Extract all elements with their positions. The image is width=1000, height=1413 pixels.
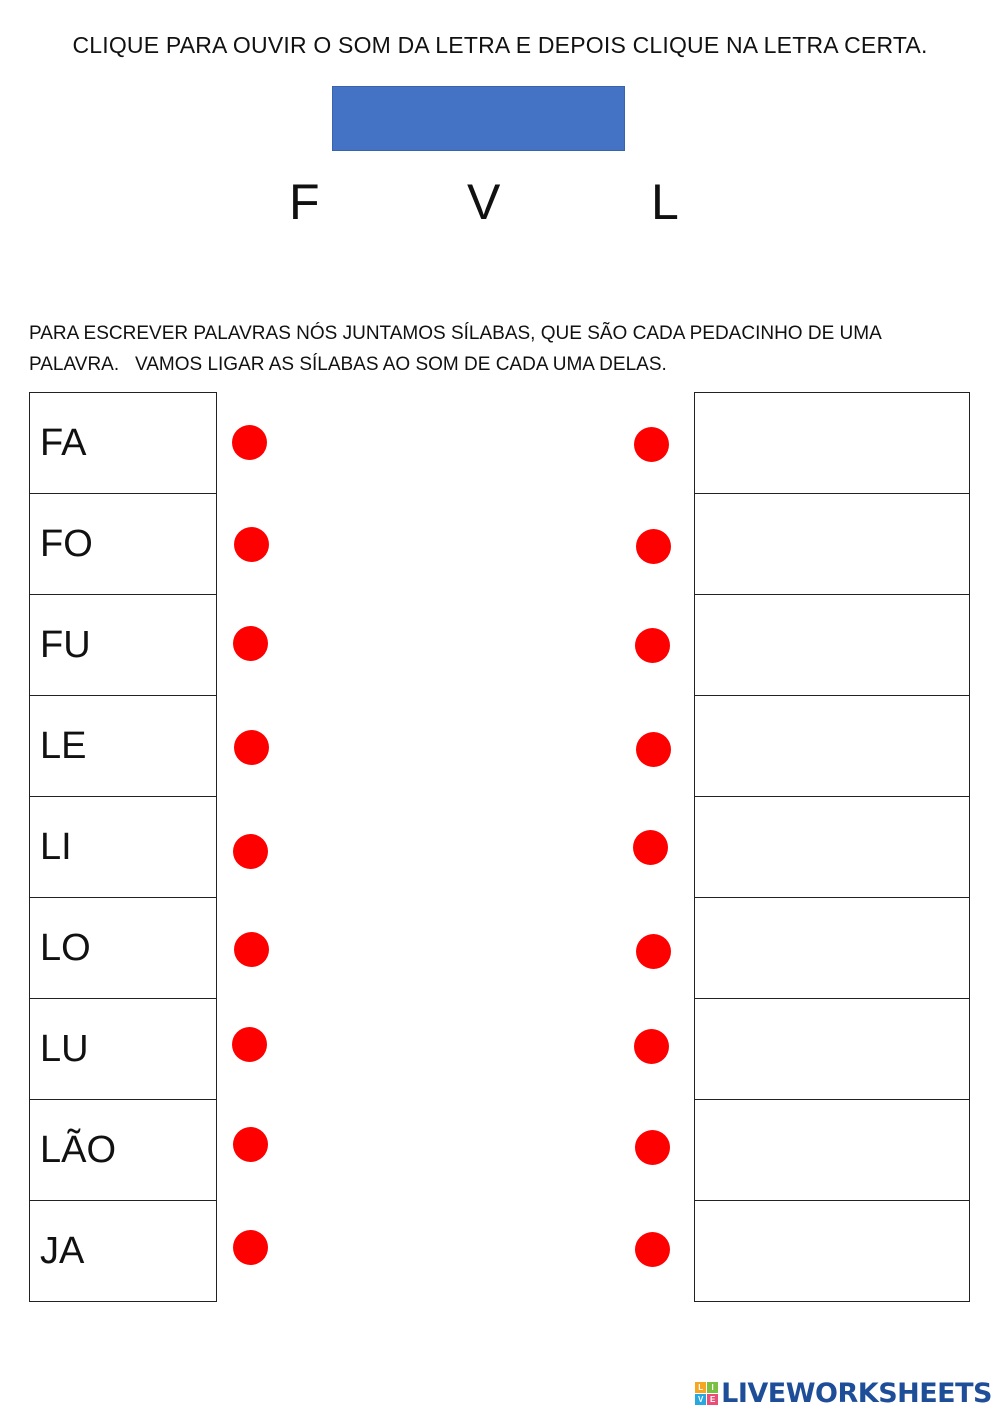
liveworksheets-logo-icon [695,1382,718,1405]
answer-box[interactable] [694,897,970,998]
logo-mark-e: E [707,1394,718,1405]
logo-mark-l: L [695,1382,706,1393]
liveworksheets-logo [695,1376,992,1410]
right-match-dot[interactable] [636,529,671,564]
left-match-dot[interactable] [234,730,269,765]
left-match-dot[interactable] [234,527,269,562]
letter-option-v[interactable]: V [467,174,501,230]
answer-column [694,392,970,1302]
right-match-dot[interactable] [634,427,669,462]
left-match-dot[interactable] [232,1027,267,1062]
logo-mark-v: V [695,1394,706,1405]
answer-box[interactable] [694,1099,970,1200]
answer-box[interactable] [694,594,970,695]
right-match-dot[interactable] [635,1130,670,1165]
left-match-dot[interactable] [233,1230,268,1265]
right-match-dot[interactable] [633,830,668,865]
syllable-cell: LÃO [29,1099,217,1200]
syllable-cell: FU [29,594,217,695]
answer-box[interactable] [694,1200,970,1302]
right-match-dot[interactable] [635,1232,670,1267]
syllable-cell: LI [29,796,217,897]
logo-text: LIVEWORKSHEETS [721,1377,992,1409]
syllable-cell: JA [29,1200,217,1302]
letter-option-f[interactable]: F [289,174,320,230]
syllable-cell: FO [29,493,217,594]
left-match-dot[interactable] [233,834,268,869]
answer-box[interactable] [694,493,970,594]
syllable-cell: LE [29,695,217,796]
syllable-column [29,392,217,1302]
right-match-dot[interactable] [636,732,671,767]
answer-box[interactable] [694,796,970,897]
right-match-dot[interactable] [636,934,671,969]
syllable-cell: FA [29,392,217,493]
left-match-dot[interactable] [233,626,268,661]
syllable-cell: LO [29,897,217,998]
right-match-dot[interactable] [635,628,670,663]
play-sound-button[interactable] [332,86,625,151]
answer-box[interactable] [694,392,970,493]
right-match-dot[interactable] [634,1029,669,1064]
listen-instruction: CLIQUE PARA OUVIR O SOM DA LETRA E DEPOIS CLIQUE NA LETRA CERTA. [72,32,928,58]
syllable-cell: LU [29,998,217,1099]
left-match-dot[interactable] [234,932,269,967]
left-match-dot[interactable] [232,425,267,460]
logo-mark-i: I [707,1382,718,1393]
answer-box[interactable] [694,998,970,1099]
answer-box[interactable] [694,695,970,796]
syllable-instruction: PARA ESCREVER PALAVRAS NÓS JUNTAMOS SÍLABAS, QUE SÃO CADA PEDACINHO DE UMA PALAVRA. VAMOS LIGAR AS SÍLABAS AO SOM DE CADA UMA DELAS. [29,323,886,375]
left-match-dot[interactable] [233,1127,268,1162]
letter-option-l[interactable]: L [651,174,679,230]
